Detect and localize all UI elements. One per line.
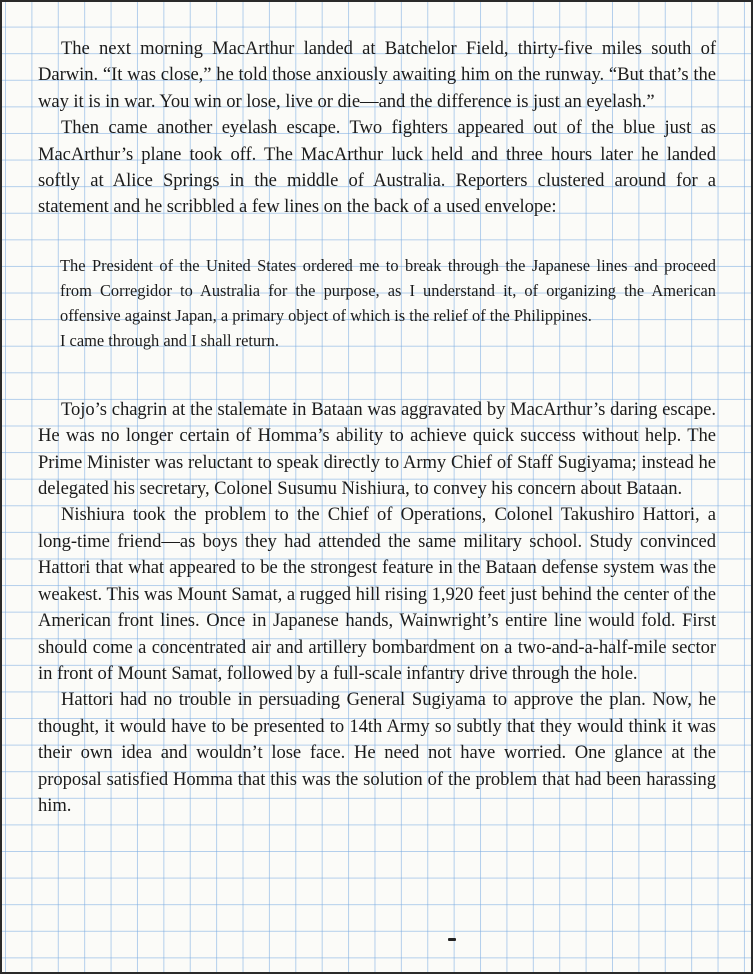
quote-paragraph-president: The President of the United States ordered me to break through the Japanese lines and proceed from Corregidor to Australia for the purpose, as I understand it, of organizing the American offensive against Japan, a primary object of which is the relief of the Philippines. [60, 255, 716, 325]
paragraph-sugiyama-approval: Hattori had no trouble in persuading General Sugiyama to approve the plan. Now, he thought, it would have to be presented to 14th Army so subtly that they would think it was their own idea and wouldn’t lose face. He need not have worried. One glance at the proposal satisfied Homma that this was the solution of the problem that had been harassing him. [38, 689, 716, 816]
quote-paragraph-return: I came through and I shall return. [60, 330, 279, 350]
paragraph-eyelash-escape: Then came another eyelash escape. Two fighters appeared out of the blue just as MacArthur’s plane took off. The MacArthur luck held and three hours later he landed softly at Alice Springs in the middle of Australia. Reporters clustered around for a statement and he scribbled a few lines on the back of a used envelope: [38, 117, 716, 218]
paragraph-tojo-chagrin: Tojo’s chagrin at the stalemate in Bataan was aggravated by MacArthur’s daring escape. He was no longer certain of Homma’s ability to achieve quick success without help. The Prime Minister was reluctant to speak directly to Army Chief of Staff Sugiyama; instead he delegated his secretary, Colonel Susumu Nishiura, to convey his concern about Bataan. [38, 398, 716, 500]
paragraph-batchelor-field: The next morning MacArthur landed at Batchelor Field, thirty-five miles south of Darwin. “It was close,” he told those anxiously awaiting him on the runway. “But that’s the way it is in war. You win or lose, live or die—and the difference is just an eyelash.” [38, 38, 716, 112]
ink-mark [448, 938, 456, 941]
paragraph-nishiura-hattori: Nishiura took the problem to the Chief of Operations, Colonel Takushiro Hattori, a long-time friend—as boys they had attended the same military school. Study convinced Hattori that what appeared to be the strongest feature in the Bataan defense system was the weakest. This was Mount Samat, a rugged hill rising 1,920 feet just behind the center of the American front lines. Once in Japanese hands, Wainwright’s entire line would fold. First should come a concentrated air and artillery bombardment on a two-and-a-half-mile sector in front of Mount Samat, followed by a full-scale infantry drive through the hole. [38, 504, 716, 684]
book-page-text [38, 36, 716, 819]
block-quote [38, 253, 716, 353]
text-after-quote [38, 397, 716, 820]
